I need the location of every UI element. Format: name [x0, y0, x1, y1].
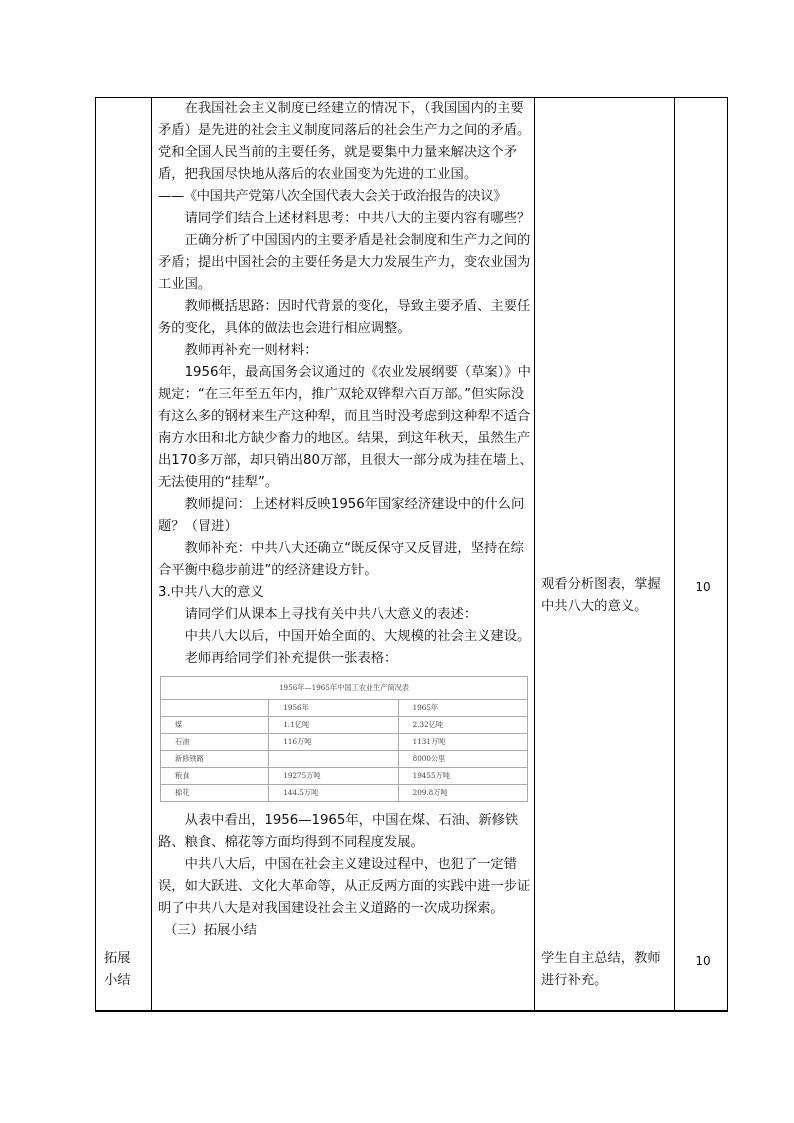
- table-cell: 粮食: [161, 768, 269, 785]
- production-table-image: [160, 676, 528, 802]
- table-cell: 1956年: [269, 700, 398, 717]
- table-cell: 209.8万吨: [398, 785, 527, 802]
- time-cell: 10: [695, 954, 711, 968]
- stage-label-line1: 拓展: [104, 951, 131, 966]
- production-table: [160, 676, 528, 802]
- table-cell: 19275万吨: [269, 768, 398, 785]
- content-cell: [158, 98, 533, 942]
- significance-paragraph: 中共八大以后，中国开始全面的、大规模的社会主义建设。: [184, 629, 531, 644]
- extension-summary-heading: （三）拓展小结: [164, 923, 258, 938]
- table-cell: 煤: [161, 717, 269, 734]
- student-activity-cell: 观看分析图表，掌握中共八大的意义。: [541, 577, 661, 614]
- table-row: [161, 717, 528, 734]
- table-cell: [269, 751, 398, 768]
- lesson-plan-table: [95, 97, 728, 1012]
- reflection-paragraph: 中共八大后，中国在社会主义建设过程中，也犯了一定错误，如大跃进、文化大革命等，从正反两方面的实践中进一步证明了中共八大是对我国建设社会主义道路的一次成功探索。: [158, 857, 531, 916]
- material-paragraph: 1956年，最高国务会议通过的《农业发展纲要（草案）》中规定：“在三年至五年内，推广双轮双铧犁六百万部。”但实际没有这么多的钢材来生产这种犁，而且当时没考虑到这种犁不适合南方水田和北方缺少畜力的地区。结果，到这年秋天，虽然生产出170多万部，却只销出80万部，且很大一部分成为挂在墙上、无法使用的“挂犁”。: [158, 365, 533, 490]
- table-cell: 2.32亿吨: [398, 717, 527, 734]
- table-cell: 棉花: [161, 785, 269, 802]
- table-cell: 144.5万吨: [269, 785, 398, 802]
- column-divider: [151, 98, 152, 1010]
- teacher-summary: 教师概括思路：因时代背景的变化，导致主要矛盾、主要任务的变化，具体的做法也会进行相应调整。: [158, 299, 531, 336]
- section-heading: 3.中共八大的意义: [158, 585, 264, 600]
- teacher-question: 教师提问：上述材料反映1956年国家经济建设中的什么问题？（冒进）: [158, 497, 525, 534]
- table-cell: 1965年: [398, 700, 527, 717]
- question-paragraph: 请同学们结合上述材料思考：中共八大的主要内容有哪些？: [184, 211, 531, 226]
- table-cell: 116万吨: [269, 734, 398, 751]
- teacher-supplement: 教师补充：中共八大还确立“既反保守又反冒进，坚持在综合平衡中稳步前进”的经济建设方针。: [158, 541, 524, 578]
- table-analysis: 从表中看出，1956—1965年，中国在煤、石油、新修铁路、粮食、棉花等方面均得到不同程度发展。: [158, 813, 519, 850]
- table-cell: 1131万吨: [398, 734, 527, 751]
- table-cell: [161, 700, 269, 717]
- table-cell: 8000公里: [398, 751, 527, 768]
- table-row: [161, 751, 528, 768]
- table-cell: 石油: [161, 734, 269, 751]
- quote-paragraph: 在我国社会主义制度已经建立的情况下，（我国国内的主要矛盾）是先进的社会主义制度同落后的社会生产力之间的矛盾。党和全国人民当前的主要任务，就是要集中力量来解决这个矛盾，把我国尽快地从落后的农业国变为先进的工业国。: [158, 101, 531, 182]
- time-cell: 10: [695, 580, 711, 594]
- table-cell: 19455万吨: [398, 768, 527, 785]
- table-row: [161, 734, 528, 751]
- teacher-material-intro: 教师再补充一则材料：: [184, 343, 318, 358]
- column-divider: [674, 98, 675, 1010]
- task-paragraph: 请同学们从课本上寻找有关中共八大意义的表述：: [184, 607, 478, 622]
- stage-label-line2: 小结: [104, 973, 131, 988]
- table-cell: 新修铁路: [161, 751, 269, 768]
- table-row: [161, 768, 528, 785]
- production-table-title: 1956年—1965年中国工农业生产简况表: [161, 677, 528, 700]
- table-cell: 1.1亿吨: [269, 717, 398, 734]
- answer-paragraph: 正确分析了中国国内的主要矛盾是社会制度和生产力之间的矛盾；提出中国社会的主要任务是大力发展生产力，变农业国为工业国。: [158, 233, 531, 292]
- column-divider: [534, 98, 535, 1010]
- quote-source: ——《中国共产党第八次全国代表大会关于政治报告的决议》: [158, 189, 507, 204]
- table-row: [161, 700, 528, 717]
- table-intro: 老师再给同学们补充提供一张表格：: [184, 651, 398, 666]
- table-row: [161, 785, 528, 802]
- student-activity-cell: 学生自主总结，教师进行补充。: [541, 951, 661, 988]
